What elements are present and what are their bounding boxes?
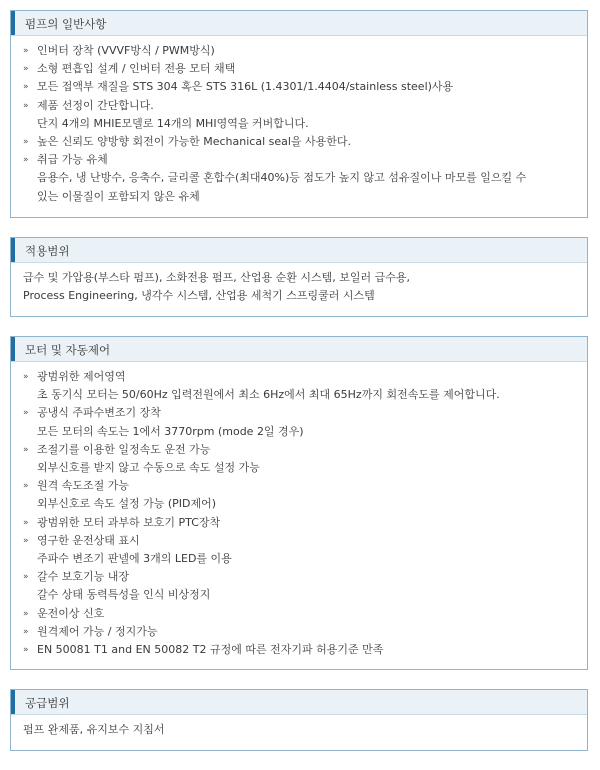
list-item: » 조절기를 이용한 일정속도 운전 가능 외부신호를 받지 않고 수동으로 속도 설정 가능 [23, 441, 575, 477]
bullet-icon: » [23, 137, 29, 148]
list-item: » 취급 가능 유체 음용수, 냉 난방수, 응축수, 글리콜 혼합수(최대40%)등 점도가 높지 않고 섬유질이나 마모를 일으킬 수 있는 이물질이 포함되지 않은 유체 [23, 151, 575, 206]
list-item: » 소형 편흡입 설계 / 인버터 전용 모터 채택 [23, 60, 575, 78]
list-item: » 모든 접액부 재질을 STS 304 혹은 STS 316L (1.4301/1.4404/stainless steel)사용 [23, 78, 575, 96]
section-header [11, 11, 587, 36]
text-line: Process Engineering, 냉각수 시스템, 산업용 세척기 스프링쿨러 시스템 [23, 289, 375, 303]
bullet-icon: » [23, 82, 29, 93]
item-detail: 갈수 상태 동력특성을 인식 비상정지 [37, 588, 211, 602]
section-header [11, 238, 587, 263]
item-detail: 단지 4개의 MHIE모델로 14개의 MHI영역을 커버합니다. [37, 116, 309, 130]
list-item: » 원격제어 가능 / 정지가능 [23, 623, 575, 641]
item-detail: 주파수 변조기 판넬에 3개의 LED를 이용 [37, 552, 232, 566]
list-item: » 운전이상 신호 [23, 605, 575, 623]
item-list [23, 368, 575, 659]
bullet-icon: » [23, 46, 29, 56]
list-item: » 광범위한 모터 과부하 보호기 PTC장착 [23, 514, 575, 532]
item-detail: 외부신호로 속도 설정 가능 (PID제어) [37, 497, 217, 511]
section-title: 펌프의 일반사항 [25, 17, 107, 31]
header-accent-bar [11, 337, 15, 361]
item-detail: 모든 모터의 속도는 1에서 3770rpm (mode 2일 경우) [37, 424, 304, 438]
list-item: » 갈수 보호기능 내장 갈수 상태 동력특성을 인식 비상정지 [23, 568, 575, 604]
list-item: » EN 50081 T1 and EN 50082 T2 규정에 따른 전자기파 허용기준 만족 [23, 641, 575, 659]
bullet-icon: » [23, 155, 29, 166]
section-title: 공급범위 [25, 696, 70, 710]
bullet-icon: » [23, 408, 29, 419]
item-list [23, 42, 575, 206]
bullet-icon: » [23, 517, 29, 528]
bullet-icon: » [23, 100, 29, 111]
header-accent-bar [11, 238, 15, 262]
section-header [11, 690, 587, 715]
section-motor-control [10, 336, 588, 670]
section-general [10, 10, 588, 218]
bullet-icon: » [23, 64, 29, 75]
text-line: 펌프 완제품, 유지보수 지침서 [23, 723, 165, 736]
section-supply-scope [10, 689, 588, 751]
header-accent-bar [11, 690, 15, 714]
item-detail: 외부신호를 받지 않고 수동으로 속도 설정 가능 [37, 461, 260, 475]
bullet-icon: » [23, 572, 29, 583]
bullet-icon: » [23, 626, 29, 637]
bullet-icon: » [23, 444, 29, 455]
list-item: » 인버터 장착 (VVVF방식 / PWM방식) [23, 42, 575, 60]
section-header [11, 337, 587, 362]
list-item: » 영구한 운전상태 표시 주파수 변조기 판넬에 3개의 LED를 이용 [23, 532, 575, 568]
list-item: » 광범위한 제어영역 초 동기식 모터는 50/60Hz 입력전원에서 최소 6Hz에서 최대 65Hz까지 회전속도를 제어합니다. [23, 368, 575, 404]
section-title: 적용범위 [25, 244, 70, 258]
bullet-icon: » [23, 645, 29, 656]
bullet-icon: » [23, 608, 29, 619]
bullet-icon: » [23, 535, 29, 546]
section-title: 모터 및 자동제어 [25, 343, 111, 357]
section-application [10, 237, 588, 317]
list-item: » 높은 신뢰도 양방향 회전이 가능한 Mechanical seal을 사용한다. [23, 133, 575, 151]
item-detail: 음용수, 냉 난방수, 응축수, 글리콜 혼합수(최대40%)등 점도가 높지 않고 섬유질이나 마모를 일으킬 수 [37, 171, 527, 185]
bullet-icon: » [23, 481, 29, 492]
text-line: 급수 및 가압용(부스타 펌프), 소화전용 펌프, 산업용 순환 시스템, 보일러 급수용, [23, 271, 410, 284]
item-detail: 있는 이물질이 포함되지 않은 유체 [37, 189, 200, 203]
header-accent-bar [11, 11, 15, 35]
list-item: » 공냉식 주파수변조기 장착 모든 모터의 속도는 1에서 3770rpm (mode 2일 경우) [23, 404, 575, 440]
list-item: » 원격 속도조절 가능 외부신호로 속도 설정 가능 (PID제어) [23, 477, 575, 513]
item-detail: 초 동기식 모터는 50/60Hz 입력전원에서 최소 6Hz에서 최대 65Hz까지 회전속도를 제어합니다. [37, 388, 500, 402]
bullet-icon: » [23, 372, 29, 382]
list-item: » 제품 선정이 간단합니다. 단지 4개의 MHIE모델로 14개의 MHI영역을 커버합니다. [23, 97, 575, 133]
